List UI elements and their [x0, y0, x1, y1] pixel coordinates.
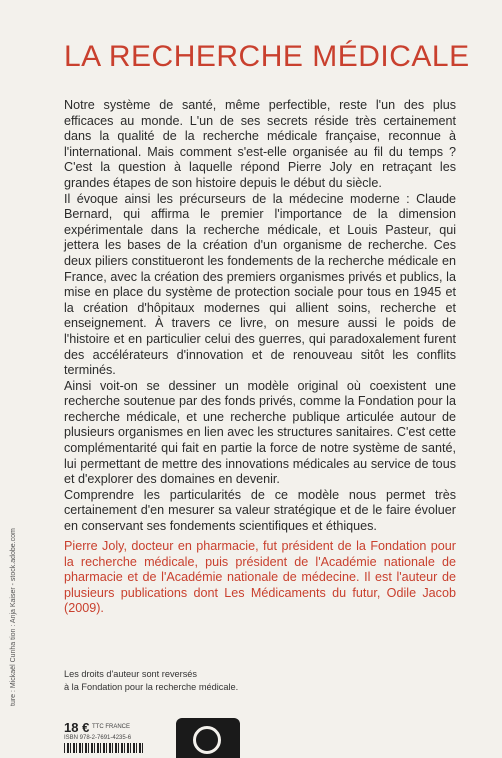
cover-credit: ture : Mickaël Cunha	[10, 641, 17, 706]
paragraph: Ainsi voit-on se dessiner un modèle original où coexistent une recherche soutenue par des fonds privés, comme la Fondation pour la recherche médicale, et une recherche publique articulée autour de plusieurs organismes en lien avec les structures sanitaires. C'est cette complémentarité qui fait en partie la force de notre système de santé, lui permettant de mettre des innovations médicales au service de tous et d'explorer des domaines en devenir.	[64, 378, 456, 487]
rights-notice	[64, 668, 324, 694]
author-bio	[64, 539, 456, 617]
price-label: TTC FRANCE	[92, 724, 130, 730]
paragraph: Il évoque ainsi les précurseurs de la médecine moderne : Claude Bernard, qui affirma le premier l'importance de la dimension expérimentale dans la recherche médicale, et Louis Pasteur, qui jettera les bases de la création d'un organisme de recherche. Ces deux piliers constitueront les fondements de la recherche médicale en France, avec la création des premiers organismes privés et publics, la mise en place du système de protection sociale pour tous en 1945 et la création d'hôpitaux modernes qui allient soins, recherche et enseignement. À travers ce livre, on mesure aussi le poids de l'histoire et en particulier celui des guerres, qui paradoxalement furent des accélérateurs d'innovation et de renouveau sitôt les conflits terminés.	[64, 191, 456, 378]
logo-ring-icon	[193, 726, 221, 754]
paragraph: Comprendre les particularités de ce modèle nous permet très certainement d'en mesurer sa valeur stratégique et de le faire évoluer en conservant ses fondements scientifiques et éthiques.	[64, 487, 456, 534]
photo-credit: tion : Anja Kaiser - stock.adobe.com	[10, 528, 17, 640]
barcode	[64, 743, 144, 753]
rights-line: Les droits d'auteur sont reversés	[64, 669, 197, 679]
paragraph: Notre système de santé, même perfectible, reste l'un des plus efficaces au monde. L'un de ses secrets réside très certainement dans la qualité de la recherche médicale française, reconnue à l'international. Mais comment s'est-elle organisée au fil du temps ? C'est la question à laquelle répond Pierre Joly en retraçant les grandes étapes de son histoire depuis le début du siècle.	[64, 98, 456, 190]
price: 18 €	[64, 720, 90, 735]
rights-line: à la Fondation pour la recherche médicale.	[64, 682, 239, 692]
page-title: LA RECHERCHE MÉDICALE	[64, 40, 470, 73]
publisher-logo	[176, 718, 240, 758]
back-cover-text	[64, 98, 456, 535]
image-credits	[10, 528, 17, 706]
author-bio-text: Pierre Joly, docteur en pharmacie, fut président de la Fondation pour la recherche médicale, puis président de l'Académie nationale de pharmacie et de l'Académie nationale de médecine. Il est l'auteur de plusieurs publications dont Les Médicaments du futur, Odile Jacob (2009).	[64, 539, 456, 616]
isbn: ISBN 978-2-7691-4235-6	[64, 735, 132, 741]
